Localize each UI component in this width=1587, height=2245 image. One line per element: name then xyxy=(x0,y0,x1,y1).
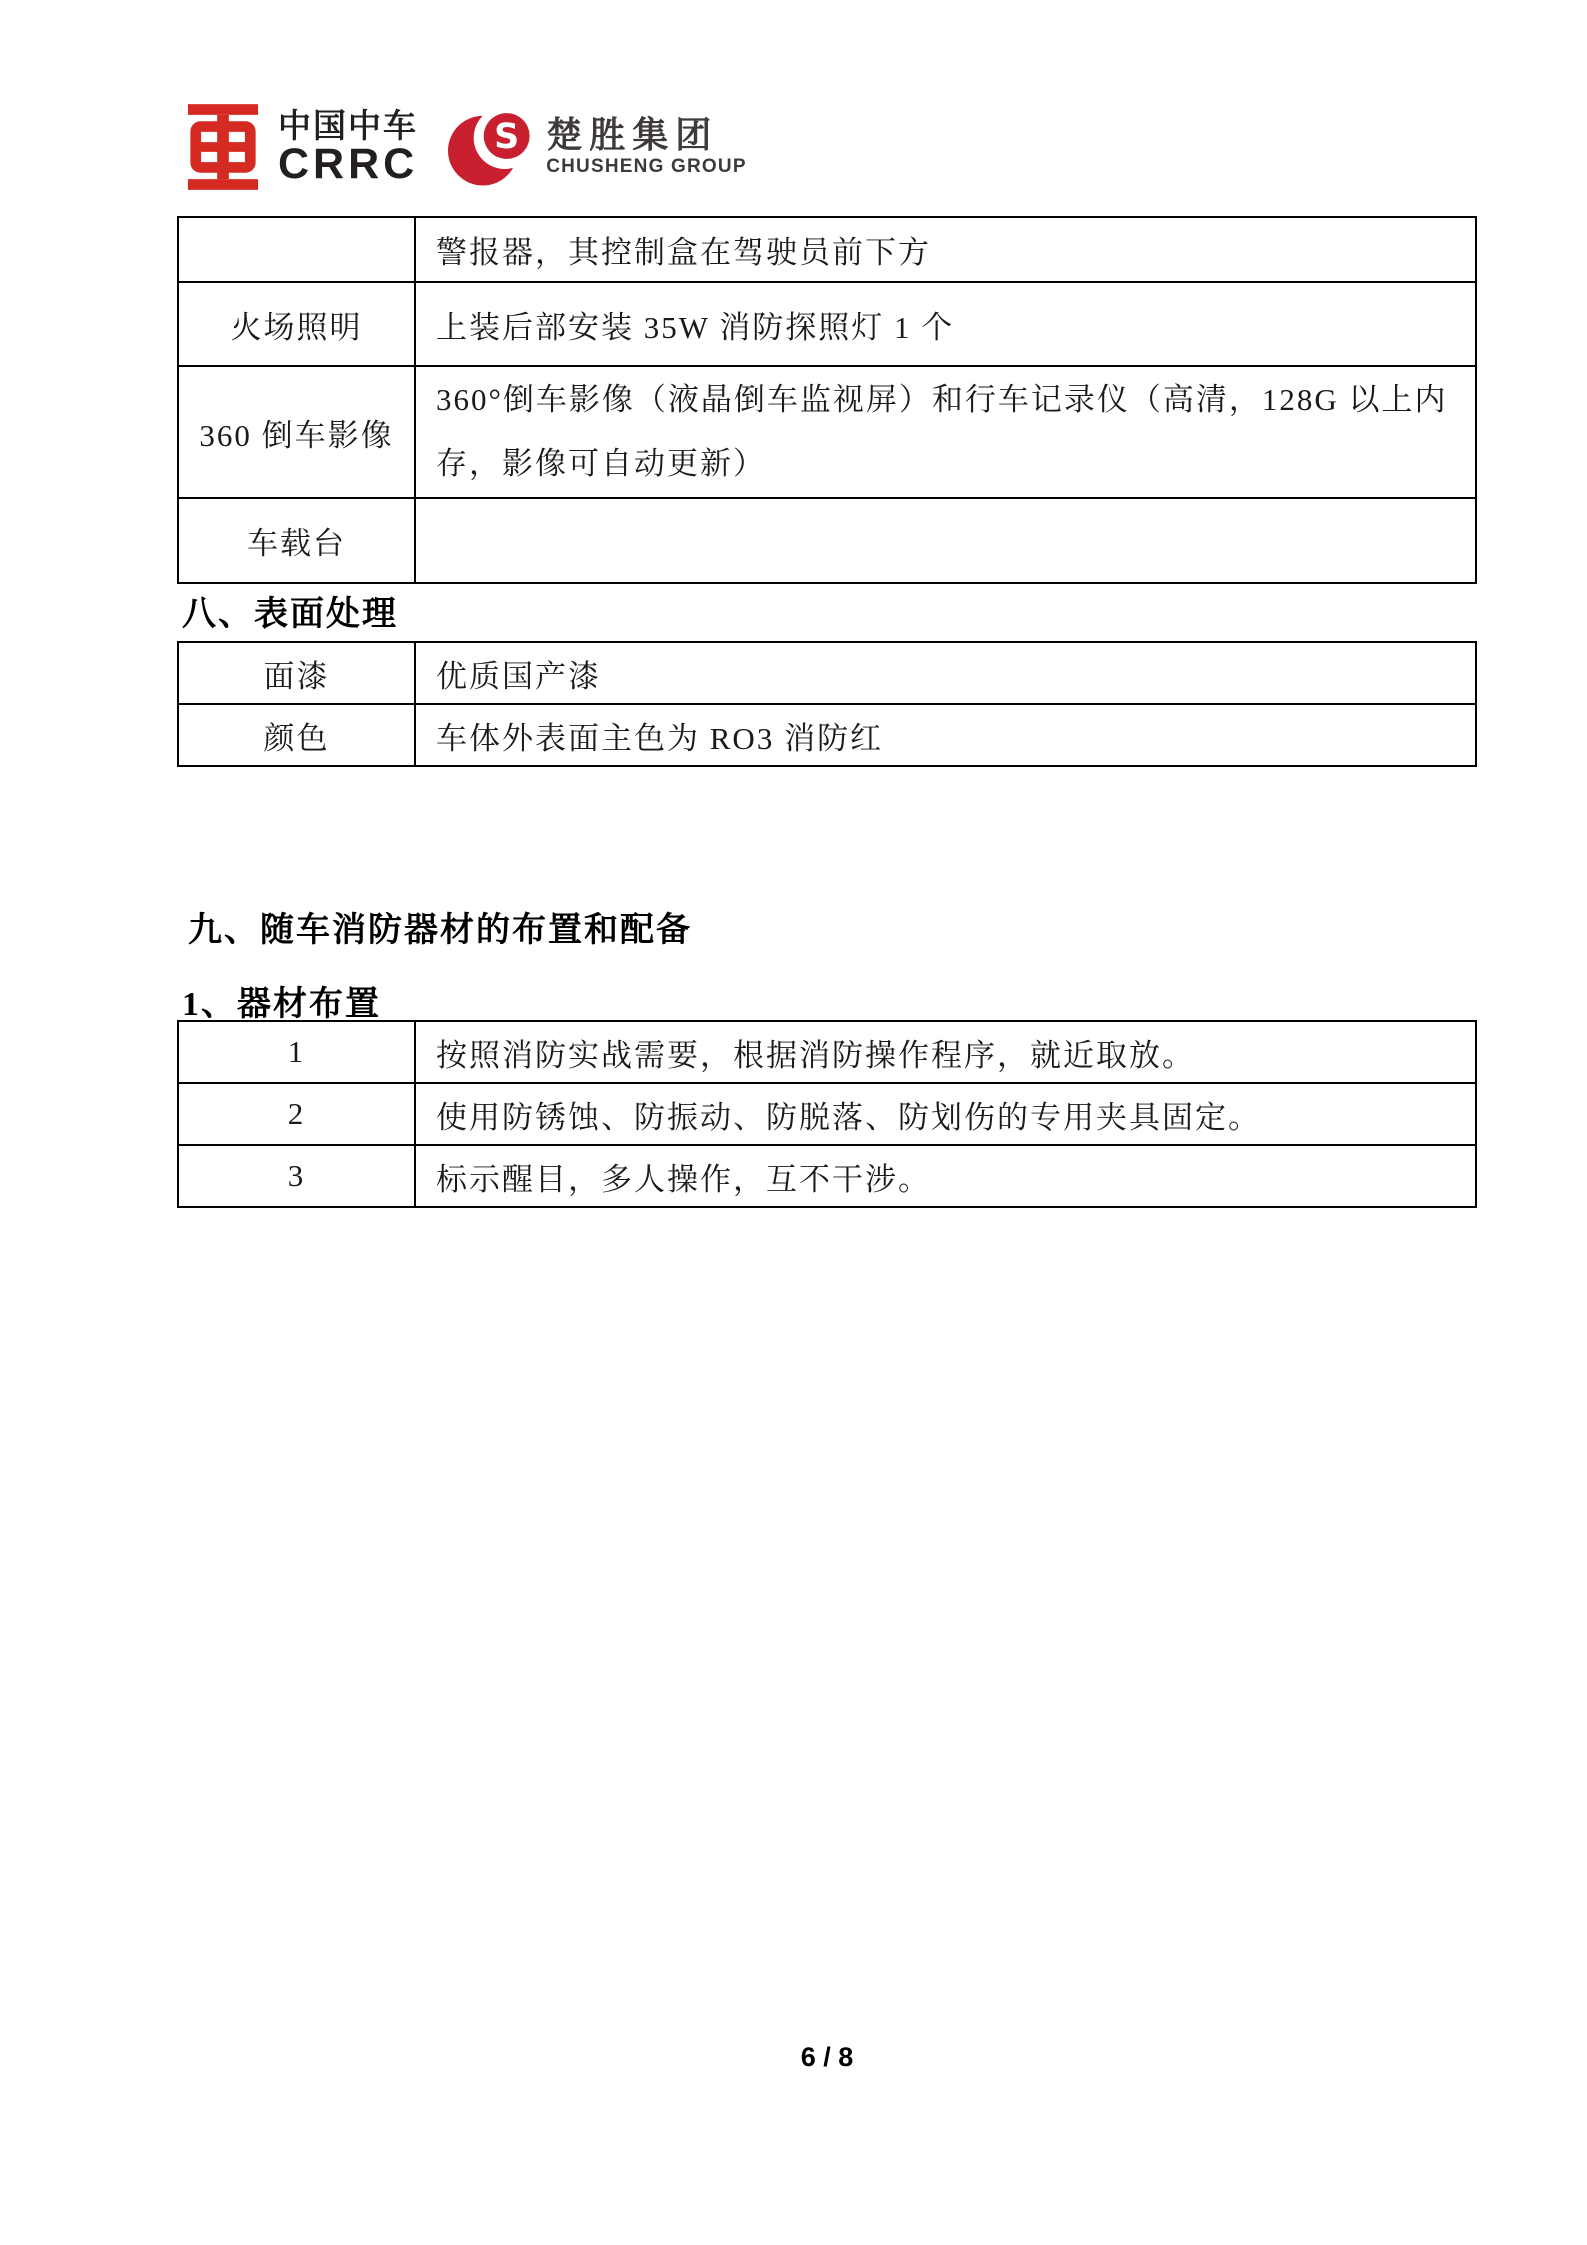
section-subheading-gear-arrangement: 1、器材布置 xyxy=(182,986,381,1023)
crrc-name-cn: 中国中车 xyxy=(278,107,418,144)
table-row xyxy=(178,704,1476,766)
surface-row-label: 颜色 xyxy=(178,704,415,766)
gear-row-value: 使用防锈蚀、防振动、防脱落、防划伤的专用夹具固定。 xyxy=(415,1083,1476,1145)
equipment-row-label: 360 倒车影像 xyxy=(178,366,415,498)
table-row xyxy=(178,1083,1476,1145)
page-number: 6 / 8 xyxy=(800,2042,854,2072)
equipment-row-value: 警报器，其控制盒在驾驶员前下方 xyxy=(415,217,1476,282)
gear-arrangement-table xyxy=(177,1020,1477,1208)
table-row xyxy=(178,282,1476,366)
chusheng-logo-icon xyxy=(448,101,536,193)
crrc-name-en: CRRC xyxy=(278,140,419,188)
table-row xyxy=(178,1145,1476,1207)
equipment-row-label: 火场照明 xyxy=(178,282,415,366)
equipment-row-value xyxy=(415,498,1476,583)
gear-row-value: 按照消防实战需要，根据消防操作程序，就近取放。 xyxy=(415,1021,1476,1083)
table-row xyxy=(178,642,1476,704)
gear-row-value: 标示醒目，多人操作，互不干涉。 xyxy=(415,1145,1476,1207)
gear-row-number: 2 xyxy=(178,1083,415,1145)
section-heading-surface: 八、表面处理 xyxy=(182,596,398,633)
table-row xyxy=(178,1021,1476,1083)
gear-row-number: 1 xyxy=(178,1021,415,1083)
table-row xyxy=(178,366,1476,498)
chusheng-logo-text xyxy=(546,115,746,179)
surface-row-label: 面漆 xyxy=(178,642,415,704)
surface-table xyxy=(177,641,1477,767)
table-row xyxy=(178,217,1476,282)
equipment-row-label xyxy=(178,217,415,282)
equipment-row-label: 车载台 xyxy=(178,498,415,583)
crrc-logo-text xyxy=(278,107,419,188)
surface-row-value: 车体外表面主色为 RO3 消防红 xyxy=(415,704,1476,766)
equipment-row-value: 上装后部安装 35W 消防探照灯 1 个 xyxy=(415,282,1476,366)
equipment-table xyxy=(177,216,1477,584)
chusheng-name-cn: 楚胜集团 xyxy=(546,114,719,155)
equipment-row-value: 360°倒车影像（液晶倒车监视屏）和行车记录仪（高清，128G 以上内存，影像可自动更新） xyxy=(415,366,1476,498)
svg-text:S: S xyxy=(494,116,520,157)
logo-band xyxy=(186,102,747,192)
crrc-logo-icon xyxy=(186,104,260,190)
table-row xyxy=(178,498,1476,583)
chusheng-name-en: CHUSHENG GROUP xyxy=(546,156,747,177)
section-heading-gear: 九、随车消防器材的布置和配备 xyxy=(188,912,692,949)
surface-row-value: 优质国产漆 xyxy=(415,642,1476,704)
gear-row-number: 3 xyxy=(178,1145,415,1207)
